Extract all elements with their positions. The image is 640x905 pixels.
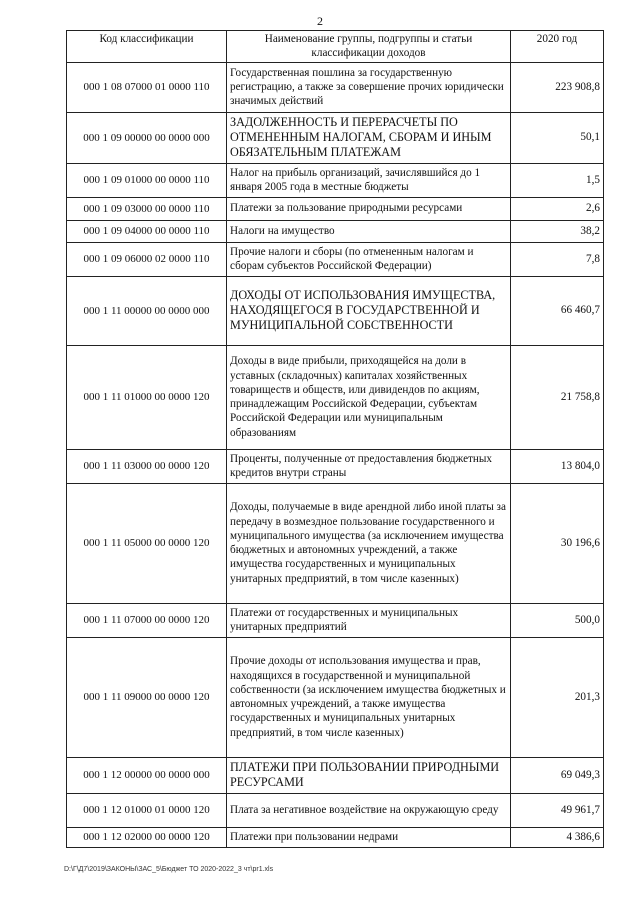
revenue-classification-table [66, 30, 604, 848]
table-row [67, 757, 604, 793]
row-amount: 1,5 [511, 163, 604, 197]
row-name: Государственная пошлина за государственную регистрацию, а также за совершение прочих юридически значимых действий [227, 62, 511, 112]
row-name: ЗАДОЛЖЕННОСТЬ И ПЕРЕРАСЧЕТЫ ПО ОТМЕНЕННЫМ НАЛОГАМ, СБОРАМ И ИНЫМ ОБЯЗАТЕЛЬНЫМ ПЛАТЕЖАМ [227, 112, 511, 163]
row-amount: 201,3 [511, 637, 604, 757]
row-name: Доходы, получаемые в виде арендной либо иной платы за передачу в возмездное пользование государственного и муниципального имущества (за исключением имущества бюджетных и автономных учреждений, а также имущества государственных и муниципальных унитарных предприятий, в том числе казенных) [227, 483, 511, 603]
row-name: Прочие налоги и сборы (по отмененным налогам и сборам субъектов Российской Федерации) [227, 242, 511, 276]
header-year: 2020 год [511, 31, 604, 63]
table-row [67, 276, 604, 345]
row-code: 000 1 11 09000 00 0000 120 [67, 637, 227, 757]
table-row [67, 345, 604, 449]
table-row [67, 62, 604, 112]
table-row [67, 483, 604, 603]
table-row [67, 827, 604, 847]
row-name: Доходы в виде прибыли, приходящейся на доли в уставных (складочных) капиталах хозяйственных товариществ и обществ, или дивидендов по акциям, принадлежащим Российской Федерации, субъектам Российской Федерации или муниципальным образованиям [227, 345, 511, 449]
row-amount: 49 961,7 [511, 793, 604, 827]
row-name: Платежи за пользование природными ресурсами [227, 197, 511, 220]
row-name: Платежи при пользовании недрами [227, 827, 511, 847]
row-name: Проценты, полученные от предоставления бюджетных кредитов внутри страны [227, 449, 511, 483]
table-row [67, 220, 604, 242]
row-amount: 4 386,6 [511, 827, 604, 847]
row-code: 000 1 11 01000 00 0000 120 [67, 345, 227, 449]
row-amount: 2,6 [511, 197, 604, 220]
table-row [67, 449, 604, 483]
row-amount: 30 196,6 [511, 483, 604, 603]
row-name: Налог на прибыль организаций, зачислявшийся до 1 января 2005 года в местные бюджеты [227, 163, 511, 197]
row-amount: 223 908,8 [511, 62, 604, 112]
page-number: 2 [317, 14, 323, 28]
row-code: 000 1 08 07000 01 0000 110 [67, 62, 227, 112]
table-row [67, 603, 604, 637]
table-row [67, 197, 604, 220]
header-code: Код классификации [67, 31, 227, 63]
header-name: Наименование группы, подгруппы и статьи классификации доходов [227, 31, 511, 63]
table-row [67, 112, 604, 163]
footer-file-path: D:\Г\Д7\2019\ЗАКОНЫ\ЗАС_5\Бюджет ТО 2020-2022_3 чт\pr1.xls [64, 866, 274, 873]
row-amount: 50,1 [511, 112, 604, 163]
row-code: 000 1 12 01000 01 0000 120 [67, 793, 227, 827]
row-code: 000 1 11 03000 00 0000 120 [67, 449, 227, 483]
table-row [67, 242, 604, 276]
row-amount: 500,0 [511, 603, 604, 637]
row-name: Прочие доходы от использования имущества и прав, находящихся в государственной и муниципальной собственности (за исключением имущества бюджетных и автономных учреждений, а также имущества государственных и муниципальных унитарных предприятий, в том числе казенных) [227, 637, 511, 757]
row-code: 000 1 11 00000 00 0000 000 [67, 276, 227, 345]
row-name: ДОХОДЫ ОТ ИСПОЛЬЗОВАНИЯ ИМУЩЕСТВА, НАХОДЯЩЕГОСЯ В ГОСУДАРСТВЕННОЙ И МУНИЦИПАЛЬНОЙ СОБСТВЕННОСТИ [227, 276, 511, 345]
row-amount: 7,8 [511, 242, 604, 276]
row-code: 000 1 11 07000 00 0000 120 [67, 603, 227, 637]
row-name: Платежи от государственных и муниципальных унитарных предприятий [227, 603, 511, 637]
row-name: Плата за негативное воздействие на окружающую среду [227, 793, 511, 827]
table-row [67, 163, 604, 197]
row-code: 000 1 09 00000 00 0000 000 [67, 112, 227, 163]
row-code: 000 1 12 02000 00 0000 120 [67, 827, 227, 847]
table-row [67, 637, 604, 757]
row-name: ПЛАТЕЖИ ПРИ ПОЛЬЗОВАНИИ ПРИРОДНЫМИ РЕСУРСАМИ [227, 757, 511, 793]
row-amount: 66 460,7 [511, 276, 604, 345]
row-code: 000 1 09 01000 00 0000 110 [67, 163, 227, 197]
row-code: 000 1 09 03000 00 0000 110 [67, 197, 227, 220]
row-amount: 13 804,0 [511, 449, 604, 483]
row-code: 000 1 11 05000 00 0000 120 [67, 483, 227, 603]
row-code: 000 1 12 00000 00 0000 000 [67, 757, 227, 793]
row-amount: 21 758,8 [511, 345, 604, 449]
row-amount: 69 049,3 [511, 757, 604, 793]
row-amount: 38,2 [511, 220, 604, 242]
row-code: 000 1 09 06000 02 0000 110 [67, 242, 227, 276]
table-body [67, 62, 604, 847]
row-code: 000 1 09 04000 00 0000 110 [67, 220, 227, 242]
row-name: Налоги на имущество [227, 220, 511, 242]
table-row [67, 793, 604, 827]
table-header-row [67, 31, 604, 63]
